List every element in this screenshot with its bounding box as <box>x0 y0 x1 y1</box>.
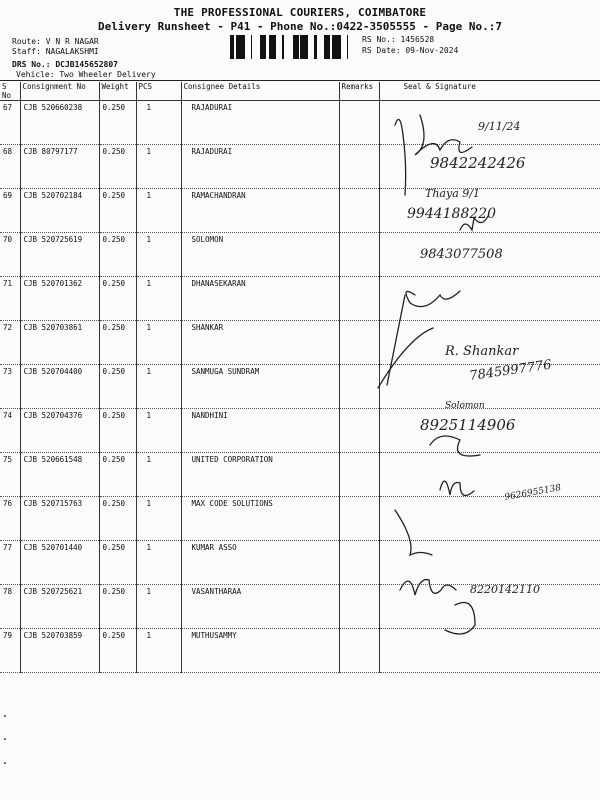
weight-cell: 0.250 <box>99 189 136 233</box>
barcode-bar <box>240 35 242 59</box>
weight-cell: 0.250 <box>99 233 136 277</box>
pcs-cell: 1 <box>136 629 181 673</box>
barcode-bar <box>236 35 239 59</box>
runsheet-table <box>0 82 600 673</box>
handwritten-phone-1: 9842242426 <box>430 154 526 172</box>
barcode-bar <box>260 35 263 59</box>
seal-cell <box>379 233 600 277</box>
consignment-cell: CJB 520660238 <box>20 101 99 145</box>
remarks-cell <box>339 365 379 409</box>
consignment-cell: CJB 520701440 <box>20 541 99 585</box>
consignment-cell: CJB 520701362 <box>20 277 99 321</box>
seal-cell <box>379 409 600 453</box>
consignee-cell: MAX CODE SOLUTIONS <box>181 497 339 541</box>
barcode-bar <box>269 35 270 59</box>
handwritten-phone-2: 9944188220 <box>407 206 497 222</box>
seal-cell <box>379 189 600 233</box>
remarks-cell <box>339 453 379 497</box>
table-row <box>0 145 600 189</box>
vehicle-label: Vehicle: Two Wheeler Delivery <box>16 70 156 79</box>
table-row <box>0 365 600 409</box>
consignee-cell: UNITED CORPORATION <box>181 453 339 497</box>
weight-cell: 0.250 <box>99 365 136 409</box>
consignment-cell: CJB 520715763 <box>20 497 99 541</box>
pcs-cell: 1 <box>136 365 181 409</box>
pcs-cell: 1 <box>136 409 181 453</box>
consignee-cell: RAJADURAI <box>181 101 339 145</box>
barcode-bar <box>302 35 305 59</box>
handwritten-phone-7: 8220142110 <box>470 583 540 596</box>
consignee-cell: DHANASEKARAN <box>181 277 339 321</box>
staff-label: Staff: NAGALAKSHMI <box>12 47 99 56</box>
sno-cell: 69 <box>0 189 20 233</box>
table-header-row <box>0 82 600 101</box>
weight-cell: 0.250 <box>99 585 136 629</box>
barcode-bar <box>329 35 330 59</box>
handwritten-phone-6: 9626955138 <box>503 483 562 503</box>
barcode-bar <box>332 35 335 59</box>
weight-cell: 0.250 <box>99 497 136 541</box>
table-row <box>0 541 600 585</box>
seal-cell <box>379 585 600 629</box>
consignee-cell: SANMUGA SUNDRAM <box>181 365 339 409</box>
consignment-cell: CJB 520704376 <box>20 409 99 453</box>
consignee-cell: VASANTHARAA <box>181 585 339 629</box>
consignee-cell: RAMACHANDRAN <box>181 189 339 233</box>
route-label: Route: V N R NAGAR <box>12 37 99 46</box>
table-row <box>0 629 600 673</box>
consignee-cell: MUTHUSAMMY <box>181 629 339 673</box>
barcode-bar <box>296 35 299 59</box>
consignment-cell: CJB 520725619 <box>20 233 99 277</box>
rs-date: RS Date: 09-Nov-2024 <box>362 46 459 55</box>
barcode-bar <box>306 35 308 59</box>
barcode-bar <box>272 35 275 59</box>
barcode-bar <box>275 35 276 59</box>
pcs-cell: 1 <box>136 497 181 541</box>
header-divider <box>0 80 600 81</box>
barcode-bar <box>347 35 348 59</box>
sno-cell: 70 <box>0 233 20 277</box>
barcode-image <box>230 35 356 59</box>
remarks-cell <box>339 101 379 145</box>
consignee-cell: SOLOMON <box>181 233 339 277</box>
scan-mark <box>4 762 6 764</box>
barcode-bar <box>336 35 338 59</box>
table-row <box>0 101 600 145</box>
consignee-cell: SHANKAR <box>181 321 339 365</box>
barcode-bar <box>305 35 306 59</box>
barcode-bar <box>335 35 336 59</box>
consignee-cell: RAJADURAI <box>181 145 339 189</box>
barcode-bar <box>338 35 341 59</box>
pcs-cell: 1 <box>136 145 181 189</box>
seal-cell <box>379 629 600 673</box>
sno-cell: 72 <box>0 321 20 365</box>
consignment-cell: CJB 520661548 <box>20 453 99 497</box>
remarks-cell <box>339 585 379 629</box>
weight-cell: 0.250 <box>99 409 136 453</box>
barcode-bar <box>314 35 317 59</box>
barcode-bar <box>239 35 240 59</box>
weight-cell: 0.250 <box>99 145 136 189</box>
seal-cell <box>379 541 600 585</box>
col-weight: Weight <box>99 82 136 101</box>
pcs-cell: 1 <box>136 189 181 233</box>
barcode-bar <box>324 35 326 59</box>
seal-cell <box>379 277 600 321</box>
table-row <box>0 409 600 453</box>
remarks-cell <box>339 541 379 585</box>
drs-label: DRS No.: DCJB145652807 <box>12 60 118 69</box>
table-row <box>0 277 600 321</box>
col-consignee: Consignee Details <box>181 82 339 101</box>
weight-cell: 0.250 <box>99 277 136 321</box>
col-consignment: Consignment No <box>20 82 99 101</box>
seal-cell <box>379 145 600 189</box>
pcs-cell: 1 <box>136 585 181 629</box>
col-sno: S No <box>0 82 20 101</box>
weight-cell: 0.250 <box>99 541 136 585</box>
table-row <box>0 497 600 541</box>
handwritten-name-shankar: R. Shankar <box>445 344 519 359</box>
remarks-cell <box>339 145 379 189</box>
table-row <box>0 189 600 233</box>
handwritten-date: 9/11/24 <box>478 120 521 133</box>
barcode-bar <box>282 35 284 59</box>
consignment-cell: CJB 520704400 <box>20 365 99 409</box>
remarks-cell <box>339 233 379 277</box>
consignment-cell: CJB 520725621 <box>20 585 99 629</box>
handwritten-phone-5: 8925114906 <box>420 416 516 434</box>
barcode-bar <box>264 35 266 59</box>
barcode-bar <box>300 35 302 59</box>
consignment-cell: CJB 520702184 <box>20 189 99 233</box>
barcode-bar <box>242 35 245 59</box>
barcode-bar <box>263 35 264 59</box>
handwritten-phone-4: 7845997776 <box>468 357 553 384</box>
table-row <box>0 233 600 277</box>
seal-cell <box>379 365 600 409</box>
sno-cell: 71 <box>0 277 20 321</box>
consignee-cell: NANDHINI <box>181 409 339 453</box>
sno-cell: 76 <box>0 497 20 541</box>
handwritten-name-solomon: Solomon <box>445 401 485 411</box>
sno-cell: 74 <box>0 409 20 453</box>
barcode-bar <box>270 35 272 59</box>
sno-cell: 67 <box>0 101 20 145</box>
barcode-bar <box>326 35 329 59</box>
barcode-bar <box>233 35 234 59</box>
table-row <box>0 585 600 629</box>
weight-cell: 0.250 <box>99 629 136 673</box>
col-seal: Seal & Signature <box>379 82 600 101</box>
handwritten-name-thaya: Thaya 9/1 <box>425 187 480 200</box>
sno-cell: 78 <box>0 585 20 629</box>
pcs-cell: 1 <box>136 233 181 277</box>
remarks-cell <box>339 497 379 541</box>
pcs-cell: 1 <box>136 101 181 145</box>
seal-cell <box>379 101 600 145</box>
runsheet-subtitle: Delivery Runsheet - P41 - Phone No.:0422-3505555 - Page No.:7 <box>98 20 502 33</box>
seal-cell <box>379 497 600 541</box>
sno-cell: 77 <box>0 541 20 585</box>
remarks-cell <box>339 277 379 321</box>
handwritten-phone-3: 9843077508 <box>420 247 503 262</box>
weight-cell: 0.250 <box>99 101 136 145</box>
table-row <box>0 321 600 365</box>
weight-cell: 0.250 <box>99 453 136 497</box>
pcs-cell: 1 <box>136 277 181 321</box>
col-remarks: Remarks <box>339 82 379 101</box>
consignment-cell: CJB 520703859 <box>20 629 99 673</box>
barcode-bar <box>294 35 296 59</box>
barcode-bar <box>293 35 294 59</box>
scan-mark <box>4 715 6 717</box>
sno-cell: 79 <box>0 629 20 673</box>
pcs-cell: 1 <box>136 541 181 585</box>
scan-mark <box>4 738 6 740</box>
consignment-cell: CJB 80797177 <box>20 145 99 189</box>
col-pcs: PCS <box>136 82 181 101</box>
remarks-cell <box>339 321 379 365</box>
sno-cell: 75 <box>0 453 20 497</box>
table-row <box>0 453 600 497</box>
remarks-cell <box>339 629 379 673</box>
seal-cell <box>379 321 600 365</box>
remarks-cell <box>339 409 379 453</box>
rs-number: RS No.: 1456528 <box>362 35 435 44</box>
company-title: THE PROFESSIONAL COURIERS, COIMBATORE <box>173 6 427 19</box>
weight-cell: 0.250 <box>99 321 136 365</box>
seal-cell <box>379 453 600 497</box>
pcs-cell: 1 <box>136 321 181 365</box>
barcode-bar <box>251 35 252 59</box>
sno-cell: 68 <box>0 145 20 189</box>
sno-cell: 73 <box>0 365 20 409</box>
consignment-cell: CJB 520703861 <box>20 321 99 365</box>
remarks-cell <box>339 189 379 233</box>
pcs-cell: 1 <box>136 453 181 497</box>
consignee-cell: KUMAR ASSO <box>181 541 339 585</box>
barcode-bar <box>230 35 233 59</box>
